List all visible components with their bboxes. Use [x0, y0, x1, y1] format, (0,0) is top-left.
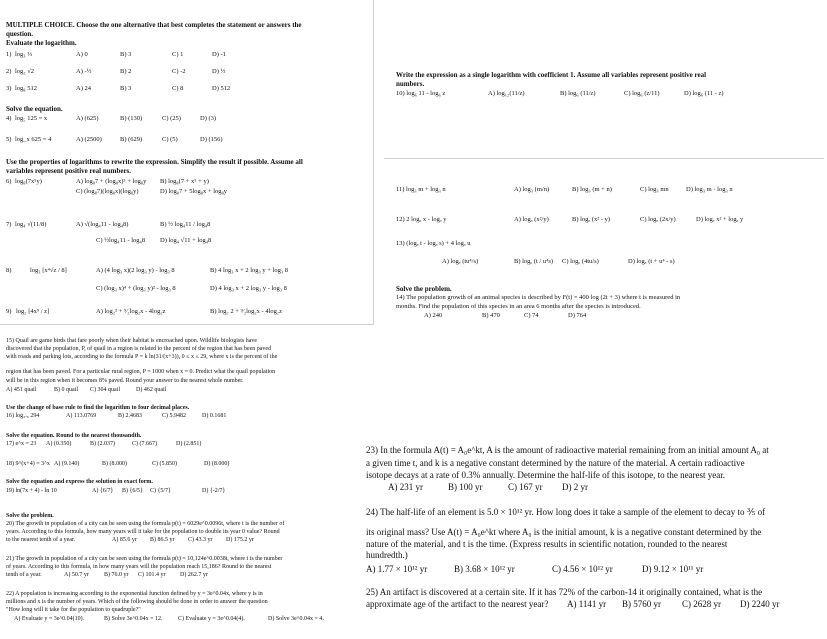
q13-prompt: 13) (logₐ t - logₐ s) + 4 logₐ u — [396, 240, 471, 247]
q19-prompt: 19) ln(7x + 4) - ln 10 — [6, 488, 57, 494]
q24-text-line3: nature of the material, and t is the time. (Express results in scientific notation, rounded to the nearest — [366, 539, 728, 549]
q22-choice-c[interactable]: C) Evaluate y = 3e^0.04(4). — [178, 616, 245, 622]
q8-number: 8) — [6, 267, 12, 274]
q9-expression: log₂ [4x⁹ / z] — [16, 308, 50, 315]
q21-choice-a[interactable]: A) 50.7 yr — [64, 572, 89, 578]
q1-choice-a[interactable]: A) 0 — [76, 51, 88, 58]
q20-choice-d[interactable]: D) 175.2 yr — [226, 537, 254, 543]
q19-choice-d[interactable]: D) {-2/7} — [202, 488, 226, 494]
section-title-properties-cont: variables represent positive real numbers. — [6, 167, 132, 175]
q9-choice-a[interactable]: A) log₂² + ⁹⁄₂log₂x - 4log₂z — [96, 308, 166, 315]
q21-text-line1: 21) The growth in population of a city can be seen using the formula p(t) = 10,124e^0.0038t, where t is the number — [6, 556, 283, 562]
q5-choice-b[interactable]: B) (629) — [120, 136, 143, 143]
q4-expression: log₅ 125 = x — [15, 115, 48, 122]
q17-prompt: 17) e^x = 23 — [6, 441, 37, 447]
q23-text-line3: isotope decays at a rate of 0.3% annually. Determine the half-life of this isotope, to the nearest year. — [366, 470, 726, 480]
q20-choice-b[interactable]: B) 86.5 yr — [150, 537, 175, 543]
q1-choice-c[interactable]: C) 1 — [172, 51, 184, 58]
q24-choice-b[interactable]: B) 3.68 × 10¹² yr — [454, 564, 515, 574]
q15-text-line5: will be in this region when it becomes 8% paved. Round your answer to the nearest whole number. — [6, 378, 244, 384]
q6-choice-d[interactable]: D) log₈7 + 5log₈x + log₈y — [160, 188, 228, 195]
q17-choice-a[interactable]: A) (0.350) — [46, 441, 72, 447]
section-title-exact: Solve the equation and express the solution in exact form. — [6, 479, 153, 485]
q7-choice-a[interactable]: A) √(log₄11 - log₄8) — [76, 221, 129, 228]
instructions-header: MULTIPLE CHOICE. Choose the one alternative that best completes the statement or answers the — [6, 21, 302, 29]
q9-number: 9) — [6, 308, 12, 315]
instructions-header-cont: question. — [6, 30, 34, 38]
q19-choice-a[interactable]: A) {6/7} — [92, 488, 114, 494]
q18-prompt: 18) 9^(x+4) = 3^x — [6, 461, 50, 467]
q6-choice-a[interactable]: A) log₈7 + (log₈x)⁵ + log₈y — [76, 178, 147, 185]
q22-text-line3: "How long will it take for the population to quadruple?" — [6, 607, 141, 613]
q25-choice-d[interactable]: D) 2240 yr — [740, 599, 780, 609]
q18-choice-d[interactable]: D) (8.000) — [204, 461, 230, 467]
q21-choice-d[interactable]: D) 262.7 yr — [180, 572, 208, 578]
q16-prompt: 16) log₂.₆ 294 — [6, 413, 40, 419]
worksheet-page-1 — [0, 0, 372, 322]
worksheet-page-2 — [384, 0, 827, 330]
q2-choice-c[interactable]: C) -2 — [172, 68, 186, 75]
q10-choice-d[interactable]: D) log₆ (11 - z) — [684, 90, 724, 97]
q21-text-line3: tenth of a year. — [6, 572, 42, 578]
q15-choice-b[interactable]: B) 0 quail — [54, 387, 78, 393]
section-title-solve-problem-2: Solve the problem. — [6, 513, 54, 519]
q14-text-line2: months. Find the population of this species in an area 6 months after the species is introduced. — [396, 303, 641, 310]
q16-choice-c[interactable]: C) 5.9482 — [162, 413, 186, 419]
q19-choice-c[interactable]: C) {5/7} — [150, 488, 171, 494]
q4-choice-a[interactable]: A) (625) — [76, 115, 99, 122]
q7-expression: log₄ √(11/8) — [15, 221, 47, 228]
q8-expression: log₃ [x⁴√z / 8] — [30, 267, 67, 274]
q12-choice-a[interactable]: A) logₐ (x²/y) — [514, 216, 549, 223]
q3-choice-d[interactable]: D) 512 — [212, 85, 231, 92]
q7-number: 7) — [6, 221, 12, 228]
q25-text-line2: approximate age of the artifact to the nearest year? — [366, 599, 549, 609]
q20-text-line3: to the nearest tenth of a year. — [6, 537, 76, 543]
q24-text-line2: its original mass? Use A(t) = A₀e^kt where A₀ is the initial amount, k is a negative constant determined by the — [366, 527, 762, 537]
q9-choice-b[interactable]: B) log₂ 2 + ⁹⁄₂log₂x - 4log₂z — [210, 308, 283, 315]
q1-expression: log₃ ⅓ — [15, 51, 33, 58]
q23-text-line2: a given time t, and k is a negative constant determined by the nature of the material. A certain radioactive — [366, 458, 745, 468]
q13-choice-c[interactable]: C) logₐ (4tu/s) — [562, 258, 599, 265]
q17-choice-b[interactable]: B) (2.037) — [90, 441, 115, 447]
q4-choice-d[interactable]: D) (3) — [200, 115, 217, 122]
q24-text-line4: hundredth.) — [366, 550, 408, 560]
q7-choice-d[interactable]: D) log₄ √11 + log₄8 — [160, 237, 212, 244]
q3-choice-a[interactable]: A) 24 — [76, 85, 91, 92]
q18-choice-b[interactable]: B) (8.000) — [102, 461, 127, 467]
q3-expression: log₈ 512 — [15, 85, 37, 92]
q2-number: 2) — [6, 68, 12, 75]
q5-choice-d[interactable]: D) (156) — [200, 136, 223, 143]
q11-choice-a[interactable]: A) log₃ (m/n) — [514, 186, 550, 193]
q2-choice-d[interactable]: D) ½ — [212, 68, 226, 75]
section-title-change-base: Use the change of base rule to find the logarithm to four decimal places. — [6, 405, 190, 411]
q15-text-line1: 15) Quail are game birds that fare poorly when their habitat is encroached upon. Wildlife biologists have — [6, 338, 258, 344]
q12-choice-c[interactable]: C) logₐ (2x/y) — [640, 216, 676, 223]
q23-text-line1: 23) In the formula A(t) = A₀e^kt, A is the amount of radioactive material remaining from an initial amount A₀ at — [366, 445, 769, 455]
q22-choice-d[interactable]: D) Solve 3e^0.04x = 4. — [268, 616, 324, 622]
q4-number: 4) — [6, 115, 12, 122]
q8-choice-a[interactable]: A) (4 log₃ x)(2 log₃ y) - log₃ 8 — [96, 267, 175, 274]
q18-choice-a[interactable]: A) (9.140) — [54, 461, 80, 467]
worksheet-page-3 — [0, 330, 355, 639]
q23-choice-a[interactable]: A) 231 yr — [388, 482, 423, 492]
q12-prompt: 12) 2 logₐ x - logₐ y — [396, 216, 447, 223]
q21-text-line2: of years. According to this formula, in how many years will the population reach 15,186? Round to the nearest — [6, 564, 272, 570]
q17-choice-d[interactable]: D) (2.851) — [176, 441, 202, 447]
q24-choice-d[interactable]: D) 9.12 × 10¹¹ yr — [642, 564, 704, 574]
section-title-properties: Use the properties of logarithms to rewrite the expression. Simplify the result if possible. Assume all — [6, 158, 303, 166]
q7-choice-b[interactable]: B) ½ log₄11 / log₄8 — [160, 221, 211, 228]
q23-choice-c[interactable]: C) 167 yr — [508, 482, 543, 492]
q7-choice-c[interactable]: C) ½log₄11 - log₄8 — [96, 237, 146, 244]
q25-text-line1: 25) An artifact is discovered at a certain site. If it has 72% of the carbon-14 it originally contained, what is the — [366, 587, 763, 597]
q1-choice-b[interactable]: B) 3 — [120, 51, 132, 58]
q17-choice-c[interactable]: C) (7.667) — [132, 441, 157, 447]
q16-choice-d[interactable]: D) 0.1681 — [202, 413, 227, 419]
worksheet-page-4 — [362, 430, 827, 639]
q11-prompt: 11) log₃ m + log₃ n — [396, 186, 446, 193]
pane-divider-horizontal-left — [0, 324, 374, 325]
q10-choice-c[interactable]: C) log₆ (z/11) — [624, 90, 660, 97]
instructions-single-log-cont: numbers. — [396, 80, 425, 88]
q10-prompt: 10) log₆ 11 - log₆ z — [396, 90, 446, 97]
q8-choice-b[interactable]: B) 4 log₃ x + 2 log₃ y + log₃ 8 — [210, 267, 289, 274]
q12-choice-d[interactable]: D) logₐ x² + logₐ y — [696, 216, 744, 223]
q25-choice-a[interactable]: A) 1141 yr — [567, 599, 607, 609]
q16-choice-a[interactable]: A) 113.0769 — [66, 413, 97, 419]
q13-choice-a[interactable]: A) logₐ (tu⁴/s) — [442, 258, 479, 265]
q11-choice-b[interactable]: B) log₃ (m + n) — [572, 186, 612, 193]
q16-choice-b[interactable]: B) 2.4683 — [118, 413, 142, 419]
q5-choice-c[interactable]: C) (5) — [162, 136, 178, 143]
q23-choice-d[interactable]: D) 2 yr — [562, 482, 588, 492]
q1-choice-d[interactable]: D) -1 — [212, 51, 226, 58]
section-title-thousandth: Solve the equation. Round to the nearest thousandth. — [6, 433, 142, 439]
section-title-evaluate: Evaluate the logarithm. — [6, 39, 77, 47]
q14-choice-b[interactable]: B) 470 — [482, 312, 500, 319]
q5-choice-a[interactable]: A) (2500) — [76, 136, 102, 143]
q14-choice-d[interactable]: D) 764 — [568, 312, 587, 319]
q23-choice-b[interactable]: B) 100 yr — [448, 482, 483, 492]
q22-text-line2: millions and x is the number of years. Which of the following should be done in order to answer the question — [6, 599, 268, 605]
q5-expression: log_x 625 = 4 — [15, 136, 52, 143]
q20-choice-a[interactable]: A) 85.6 yr — [112, 537, 137, 543]
q13-choice-b[interactable]: B) logₐ (t / u⁴s) — [514, 258, 554, 265]
q2-expression: log₂ √2 — [15, 68, 35, 75]
instructions-single-log: Write the expression as a single logarithm with coefficient 1. Assume all variables represent positive real — [396, 71, 707, 79]
q10-choice-b[interactable]: B) log₆ (11/z) — [560, 90, 596, 97]
q11-choice-d[interactable]: D) log₃ m · log₃ n — [686, 186, 733, 193]
q18-choice-c[interactable]: C) (5.850) — [152, 461, 177, 467]
q14-choice-a[interactable]: A) 240 — [424, 312, 443, 319]
q15-text-line2: discovered that the population, P, of quail in a region is related to the percent of the region that has been paved — [6, 346, 272, 352]
q10-choice-a[interactable]: A) log₁₂(11/z) — [488, 90, 525, 97]
q6-number: 6) — [6, 178, 12, 185]
q3-number: 3) — [6, 85, 12, 92]
section-title-solve-problem: Solve the problem. — [396, 285, 452, 293]
q25-choice-c[interactable]: C) 2628 yr — [682, 599, 721, 609]
q6-expression: log₈(7x⁵y) — [15, 178, 42, 185]
q22-text-line1: 22) A population is increasing according to the exponential function defined by y = 3e^0.04x, where y is in — [6, 591, 263, 597]
q19-choice-b[interactable]: B) {6/5} — [122, 488, 143, 494]
q3-choice-b[interactable]: B) 3 — [120, 85, 132, 92]
q22-choice-a[interactable]: A) Evaluate y = 3e^0.04(10). — [14, 616, 85, 622]
q24-choice-a[interactable]: A) 1.77 × 10¹² yr — [366, 564, 428, 574]
q21-choice-b[interactable]: B) 76.0 yr — [104, 572, 129, 578]
q24-choice-c[interactable]: C) 4.56 × 10¹² yr — [552, 564, 613, 574]
q20-text-line1: 20) The growth in population of a city can be seen using the formula p(t) = 6029e^0.0096t, where t is the number of — [6, 521, 285, 527]
q6-choice-b[interactable]: B) log₈(7 + x⁵ + y) — [160, 178, 209, 185]
q25-choice-b[interactable]: B) 5760 yr — [622, 599, 661, 609]
q15-text-line3: with roads and parking lots, according to the formula P = k ln(31/(x+3)), 0 ≤ x ≤ 29, where x is the percent of the — [6, 354, 278, 360]
q8-choice-c[interactable]: C) (log₃ x)⁴ + (log₃ y)² - log₃ 8 — [96, 285, 176, 292]
q15-choice-a[interactable]: A) 451 quail — [6, 387, 37, 393]
q24-text-line1: 24) The half-life of an element is 5.0 × 10¹² yr. How long does it take a sample of the element to decay to ⅗ of — [366, 507, 766, 517]
q12-choice-b[interactable]: B) logₐ (x² - y) — [572, 216, 611, 223]
q15-choice-d[interactable]: D) 462 quail — [136, 387, 167, 393]
q5-number: 5) — [6, 136, 12, 143]
q4-choice-b[interactable]: B) (130) — [120, 115, 143, 122]
section-title-solve: Solve the equation. — [6, 105, 63, 113]
q15-choice-c[interactable]: C) 304 quail — [90, 387, 120, 393]
q8-choice-d[interactable]: D) 4 log₃ x + 2 log₃ y - log₃ 8 — [210, 285, 287, 292]
q3-choice-c[interactable]: C) 8 — [172, 85, 184, 92]
q1-number: 1) — [6, 51, 12, 58]
q2-choice-b[interactable]: B) 2 — [120, 68, 132, 75]
q14-choice-c[interactable]: C) 74 — [524, 312, 539, 319]
pane-divider-vertical — [373, 0, 374, 325]
q20-text-line2: years. According to this formula, how many years will it take for the population to double its year 0 value? Round — [6, 529, 280, 535]
q4-choice-c[interactable]: C) (25) — [162, 115, 181, 122]
q2-choice-a[interactable]: A) -½ — [76, 68, 92, 75]
q22-choice-b[interactable]: B) Solve 3e^0.04x = 12. — [104, 616, 163, 622]
q11-choice-c[interactable]: C) log₃ mn — [640, 186, 669, 193]
q13-choice-d[interactable]: D) logₐ (t + u⁴ - s) — [628, 258, 675, 265]
q21-choice-c[interactable]: C) 101.4 yr — [138, 572, 166, 578]
q14-text-line1: 14) The population growth of an animal species is described by F(t) = 400 log (2t + 3) where t is measured in — [396, 294, 681, 301]
q6-choice-c[interactable]: C) (log₈7)(log₈x)(log₈y) — [76, 188, 139, 195]
q15-text-line4: region that has been paved. For a particular rural region, P = 1000 when x = 0. Predict what the quail population — [6, 369, 276, 375]
q20-choice-c[interactable]: C) 43.3 yr — [188, 537, 213, 543]
